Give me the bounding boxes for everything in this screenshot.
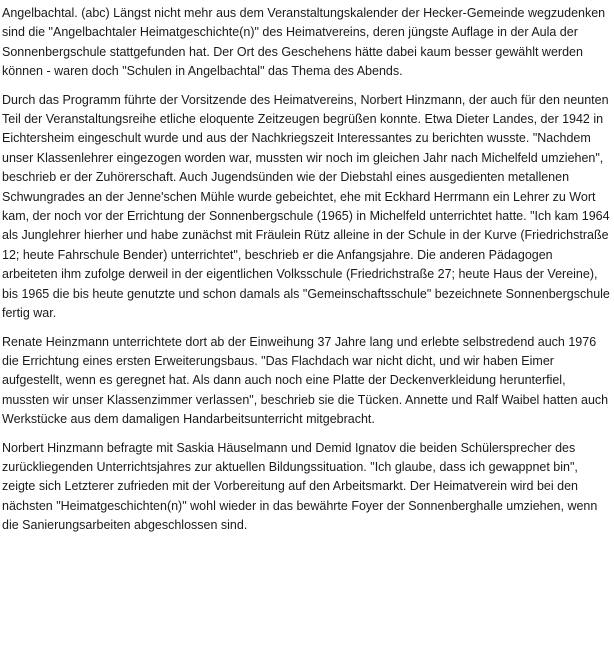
article-paragraph-intro: Angelbachtal. (abc) Längst nicht mehr aus dem Veranstaltungskalender der Hecker-Gemeinde wegzudenken sind die "Angelbachtaler Heimatgeschichte(n)" des Heimatvereins, deren jüngste Auflage in der Aula der Sonnenbergschule stattgefunden hat. Der Ort des Geschehens hätte dabei kaum besser gewählt werden können - waren doch "Schulen in Angelbachtal" das Thema des Abends. [2,6,606,79]
article-paragraph-students: Norbert Hinzmann befragte mit Saskia Häuselmann und Demid Ignatov die beiden Schülersprecher des zurückliegenden Unterrichtsjahres zur aktuellen Bildungssituation. "Ich glaube, dass ich gewappnet bin", zeigte sich Letzterer zufrieden mit der Vorbereitung auf den Arbeitsmarkt. Der Heimatverein wird bei den nächsten "Heimatgeschichten(n)" wohl wieder in das bewährte Foyer der Sonnenberghalle umziehen, wenn die Sanierungsarbeiten abgeschlossen sind. [2,440,598,533]
article-paragraph-program: Durch das Programm führte der Vorsitzende des Heimatvereins, Norbert Hinzmann, der auch für den neunten Teil der Veranstaltungsreihe etliche eloquente Zeitzeugen begrüßen konnte. Etwa Dieter Landes, der 1942 in Eichtersheim eingeschult wurde und aus der Nachkriegszeit Interessantes zu berichten wusste. "Nachdem unser Klassenlehrer eingezogen worden war, mussten wir noch im gleichen Jahr nach Michelfeld umziehen", beschrieb er der Zuhörerschaft. Auch Jugendsünden wie der Diebstahl eines ausgedienten metallenen Schwungrades an der Jenne'schen Mühle wurde gebeichtet, ehe mit Eckhard Herrmann ein Lehrer zu Wort kam, der noch vor der Errichtung der Sonnenbergschule (1965) in Michelfeld unterrichtet hatte. "Ich kam 1964 als Junglehrer hierher und habe zunächst mit Fräulein Rütz alleine in der Schule in der Kurve (Friedrichstraße 12; heute Fahrschule Bender) unterrichtet", beschrieb er die Anfangsjahre. Die anderen Pädagogen arbeiteten ihm zufolge derweil in der eigentlichen Volksschule (Friedrichstraße 27; heute Haus der Vereine), bis 1965 die bis heute genutzte und schon damals als "Gemeinschaftsschule" bezeichnete Sonnenbergschule fertig war. [2,92,610,321]
article-paragraph-heinzmann: Renate Heinzmann unterrichtete dort ab der Einweihung 37 Jahre lang und erlebte selbstredend auch 1976 die Errichtung eines ersten Erweiterungsbaus. "Das Flachdach war nicht dicht, und wir haben Eimer aufgestellt, wenn es geregnet hat. Als dann auch noch eine Platte der Deckenverkleidung herunterfiel, mussten wir unser Klassenzimmer verlassen", beschrieb sie die Tücken. Annette und Ralf Waibel hatten auch Werkstücke aus dem damaligen Handarbeitsunterricht mitgebracht. [2,334,609,427]
